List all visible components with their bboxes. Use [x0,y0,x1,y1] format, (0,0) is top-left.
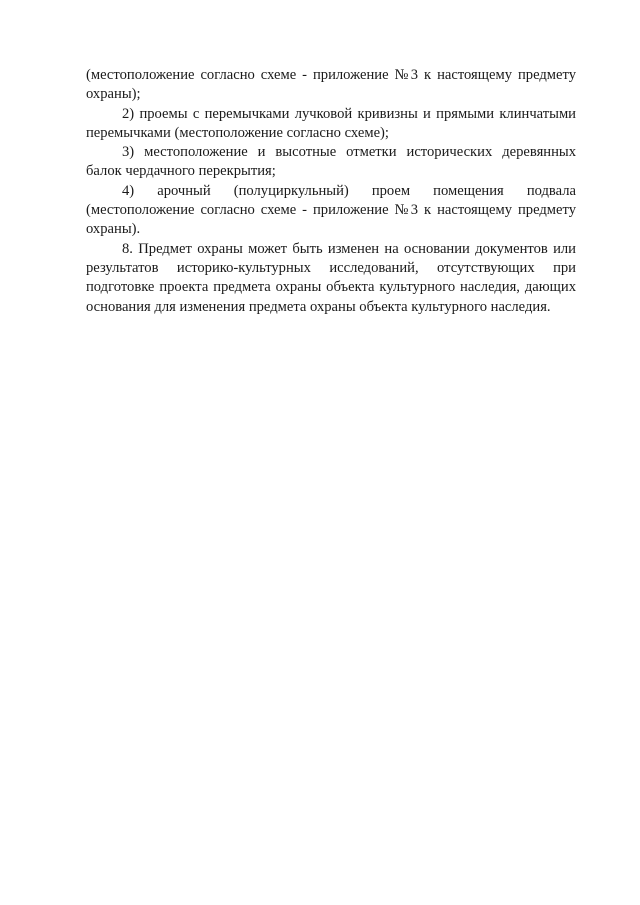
paragraph-continuation: (местоположение согласно схеме - приложение №3 к настоящему предмету охраны); [86,67,576,103]
paragraph-item-4: 4) арочный (полуциркульный) проем помещения подвала (местоположение согласно схеме - приложение №3 к настоящему предмету охраны). [86,182,576,238]
paragraph-item-2: 2) проемы с перемычками лучковой кривизны и прямыми клинчатыми перемычками (местоположение согласно схеме); [86,105,576,141]
document-body [86,66,576,317]
paragraph-section-8: 8. Предмет охраны может быть изменен на основании документов или результатов историко-культурных исследований, отсутствующих при подготовке проекта предмета охраны объекта культурного наследия, дающих основания для изменения предмета охраны объекта культурного наследия. [86,240,576,315]
paragraph-item-3: 3) местоположение и высотные отметки исторических деревянных балок чердачного перекрытия; [86,144,576,180]
